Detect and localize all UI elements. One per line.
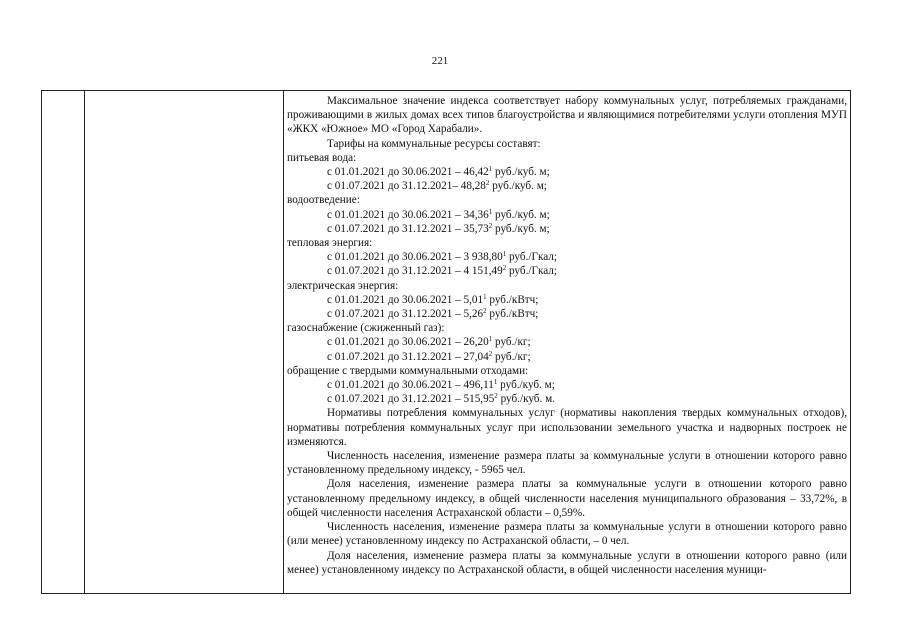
paragraph-norms: Нормативы потребления коммунальных услуг (нормативы накопления твердых коммунальных отходов), нормативы потребления коммунальных услуг при использовании земельного участка и надворных построек не изменяются. [287,407,847,448]
gas-line-2: с 01.07.2021 до 31.12.2021 – 27,04$^2$ руб./кг; [327,349,531,363]
gas-line-1: с 01.01.2021 до 30.06.2021 – 26,20$^1$ руб./кг; [327,335,531,349]
paragraph-population-limit: Численность населения, изменение размера платы за коммунальные услуги в отношении которого равно установленному предельному индексу, - 5965 чел. [287,450,847,477]
waste-heading: обращение с твердыми коммунальными отходами: [287,364,529,377]
sewer-heading: водоотведение: [287,194,360,207]
electricity-line-2: с 01.07.2021 до 31.12.2021 – 5,26$^2$ руб./кВтч; [327,307,539,321]
table-column-number [42,91,85,593]
sewer-line-2: с 01.07.2021 до 31.12.2021 – 35,73$^2$ руб./куб. м; [327,221,550,235]
paragraph-share-regional: Доля населения, изменение размера платы за коммунальные услуги в отношении которого равно (или менее) установленному индексу по Астраханской области, в общей численности населения муници- [287,549,847,576]
tariffs-heading: Тарифы на коммунальные ресурсы составят: [327,137,541,150]
heat-line-1: с 01.01.2021 до 30.06.2021 – 3 938,80$^1$ руб./Гкал; [327,250,557,264]
gas-heading: газоснабжение (сжиженный газ): [287,322,445,335]
page-number: 221 [431,55,449,67]
text-content [284,91,850,577]
electricity-line-1: с 01.01.2021 до 30.06.2021 – 5,01$^1$ руб./кВтч; [327,292,539,306]
document-table [41,90,851,594]
heat-heading: тепловая энергия: [287,237,373,250]
table-column-name [85,91,284,593]
electricity-heading: электрическая энергия: [287,279,399,292]
paragraph-population-regional: Численность населения, изменение размера платы за коммунальные услуги в отношении которого равно (или менее) установленному индексу по Астраханской области, – 0 чел. [287,521,847,548]
water-line-1: с 01.01.2021 до 30.06.2021 – 46,42$^1$ руб./куб. м; [327,165,550,179]
paragraph-share-limit: Доля населения, изменение размера платы за коммунальные услуги в отношении которого равно установленному предельному индексу, в общей численности населения муниципального образования – 33,72%, в общей численности населения Астраханской области – 0,59%. [287,478,847,519]
sewer-line-1: с 01.01.2021 до 30.06.2021 – 34,36$^1$ руб./куб. м; [327,207,550,221]
water-heading: питьевая вода: [287,151,357,164]
water-line-2: с 01.07.2021 до 31.12.2021– 48,28$^2$ руб./куб. м; [327,179,547,193]
heat-line-2: с 01.07.2021 до 31.12.2021 – 4 151,49$^2$ руб./Гкал; [327,264,557,278]
table-column-text [284,91,850,593]
waste-line-2: с 01.07.2021 до 31.12.2021 – 515,95$^2$ руб./куб. м. [327,392,555,406]
waste-line-1: с 01.01.2021 до 30.06.2021 – 496,11$^1$ руб./куб. м; [327,378,555,392]
paragraph-max-index: Максимальное значение индекса соответствует набору коммунальных услуг, потребляемых гражданами, проживающими в жилых домах всех типов благоустройства и являющимися потребителями услуги отопления МУП «ЖКХ «Южное» МО «Город Харабали». [287,95,847,136]
